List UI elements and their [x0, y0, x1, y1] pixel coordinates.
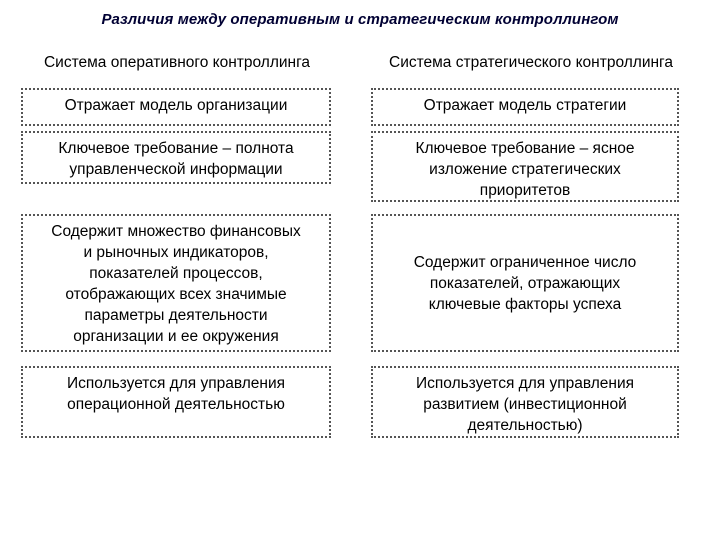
strategic-box-model	[371, 88, 679, 126]
box-text	[67, 373, 285, 415]
text-line: показателей процессов,	[89, 265, 263, 282]
text-line: Ключевое требование – полнота	[58, 140, 294, 157]
text-line: Содержит множество финансовых	[51, 223, 301, 240]
text-line: Используется для управления	[416, 375, 634, 392]
text-line: развитием (инвестиционной	[423, 396, 627, 413]
box-text	[65, 95, 288, 116]
text-line: Отражает модель организации	[64, 97, 288, 114]
strategic-box-indicators	[371, 214, 679, 352]
box-text	[416, 373, 634, 436]
text-line: деятельностью)	[467, 417, 583, 434]
text-line: отображающих всех значимые	[65, 286, 287, 303]
page-title: Различия между оперативным и стратегическим контроллингом	[101, 11, 619, 28]
operational-box-usage	[21, 366, 331, 438]
text-line: Ключевое требование – ясное	[415, 140, 635, 157]
text-line: ключевые факторы успеха	[428, 295, 622, 313]
text-line: изложение стратегических	[429, 161, 621, 178]
box-text	[414, 252, 637, 315]
text-line: приоритетов	[479, 182, 571, 199]
operational-box-indicators	[21, 214, 331, 352]
strategic-box-usage	[371, 366, 679, 438]
box-text	[415, 138, 634, 201]
text-line: Содержит ограниченное число	[413, 253, 637, 271]
text-line: Отражает модель стратегии	[423, 97, 627, 114]
right-column-header: Система стратегического контроллинга	[389, 54, 673, 71]
box-text	[51, 221, 301, 347]
strategic-box-requirement	[371, 131, 679, 202]
box-text	[58, 138, 293, 180]
operational-box-model	[21, 88, 331, 126]
text-line: организации и ее окружения	[73, 328, 279, 345]
text-line: управленческой информации	[69, 161, 283, 178]
text-line: операционной деятельностью	[67, 396, 285, 413]
text-line: Используется для управления	[67, 375, 285, 392]
box-text	[424, 95, 627, 116]
text-line: и рыночных индикаторов,	[83, 244, 269, 261]
left-column-header: Система оперативного контроллинга	[43, 54, 311, 71]
text-line: показателей, отражающих	[429, 274, 621, 292]
operational-box-requirement	[21, 131, 331, 184]
text-line: параметры деятельности	[84, 307, 268, 324]
